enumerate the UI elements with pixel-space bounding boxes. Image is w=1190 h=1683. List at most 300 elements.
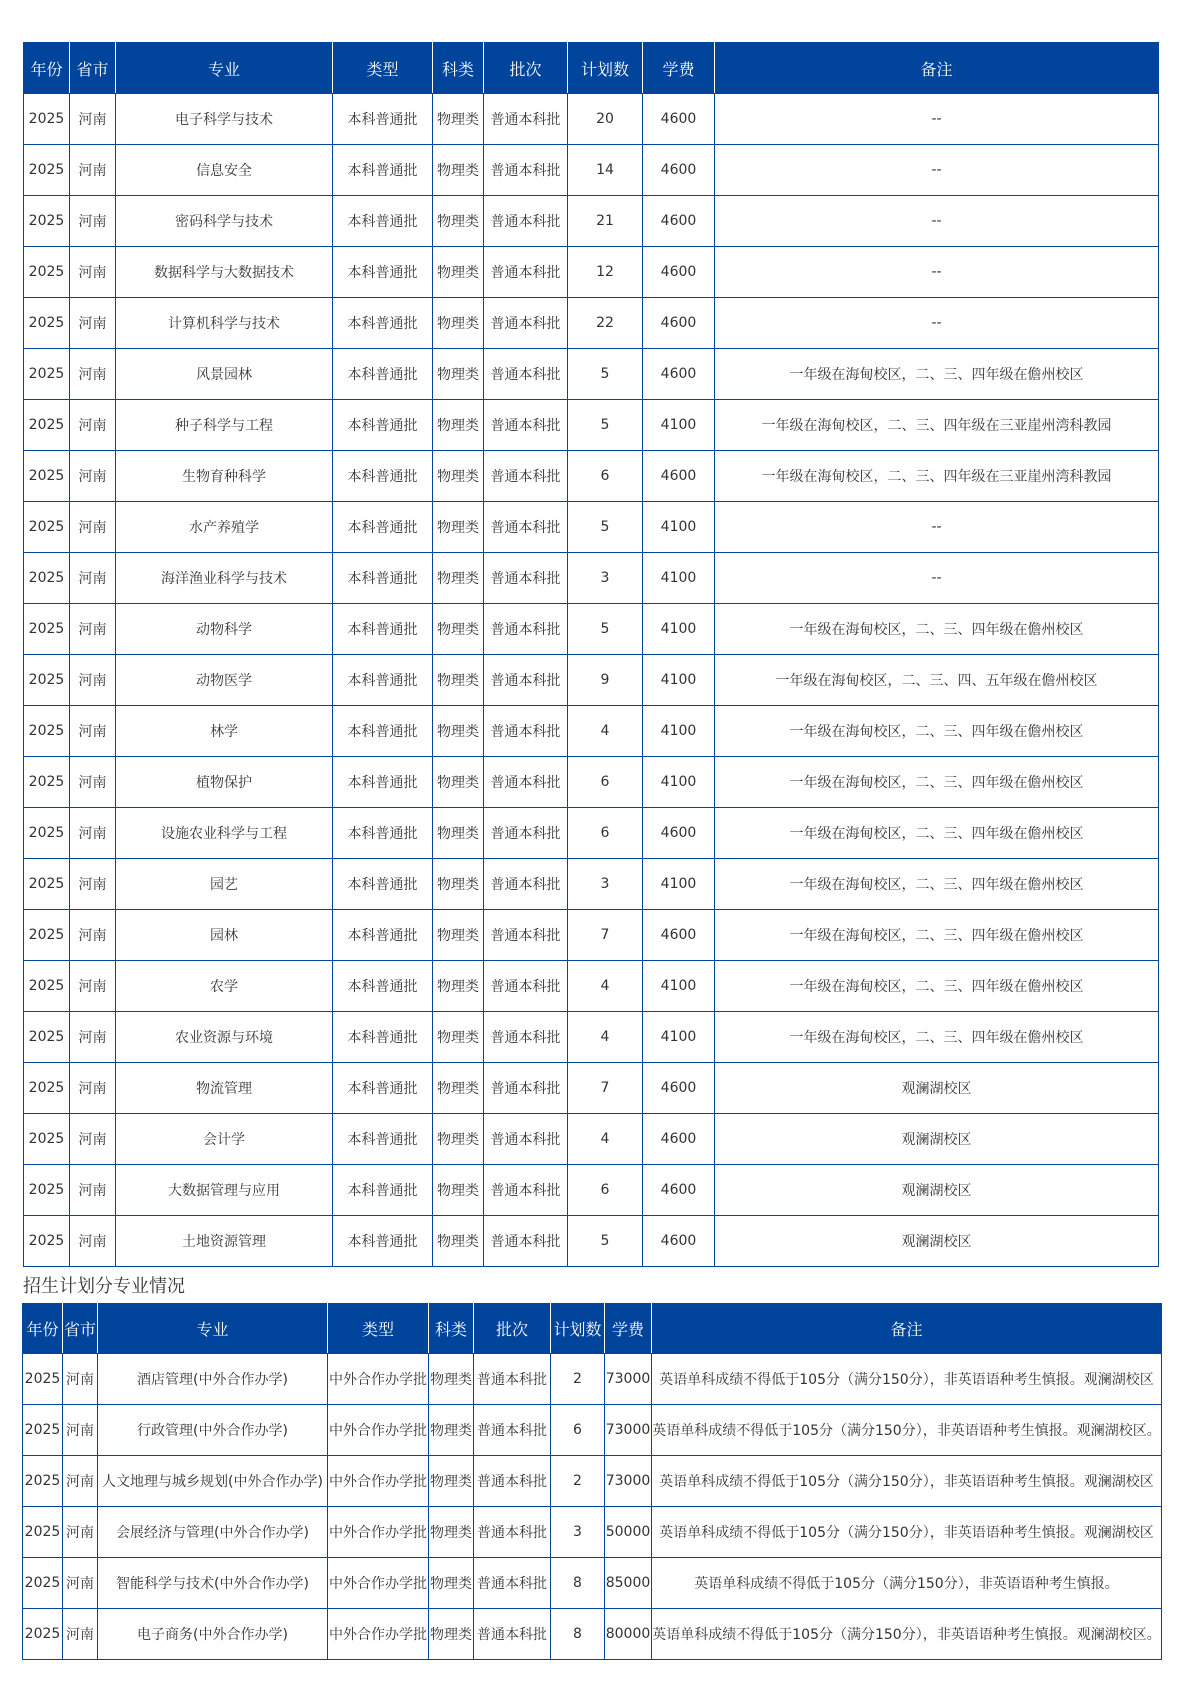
cell-batch: 普通本科批 [484, 1063, 568, 1114]
cell-notes: 一年级在海甸校区，二、三、四、五年级在儋州校区 [715, 655, 1159, 706]
cell-tuition: 4100 [643, 502, 715, 553]
cell-province: 河南 [63, 1456, 98, 1507]
cell-plan-count: 5 [568, 400, 643, 451]
cell-province: 河南 [70, 502, 116, 553]
cell-type: 中外合作办学批 [328, 1609, 429, 1660]
table-row [23, 1354, 1162, 1405]
cell-batch: 普通本科批 [474, 1558, 551, 1609]
cell-tuition: 4600 [643, 247, 715, 298]
cell-subject: 物理类 [433, 1063, 484, 1114]
cell-tuition: 4600 [643, 1216, 715, 1267]
cell-year: 2025 [24, 247, 70, 298]
cell-notes: 一年级在海甸校区，二、三、四年级在儋州校区 [715, 808, 1159, 859]
cell-major: 动物科学 [116, 604, 333, 655]
cell-province: 河南 [70, 859, 116, 910]
cell-type: 本科普通批 [333, 451, 433, 502]
cell-notes: 观澜湖校区 [715, 1063, 1159, 1114]
cell-notes: 观澜湖校区 [715, 1165, 1159, 1216]
cell-batch: 普通本科批 [474, 1507, 551, 1558]
cell-batch: 普通本科批 [484, 247, 568, 298]
cell-province: 河南 [70, 553, 116, 604]
cell-subject: 物理类 [433, 1216, 484, 1267]
cell-batch: 普通本科批 [484, 706, 568, 757]
cell-notes: -- [715, 553, 1159, 604]
cell-tuition: 4600 [643, 1114, 715, 1165]
cell-province: 河南 [70, 451, 116, 502]
table-row [24, 451, 1159, 502]
cell-province: 河南 [70, 400, 116, 451]
header-subject: 科类 [433, 43, 484, 94]
header-notes: 备注 [652, 1304, 1162, 1354]
header-tuition: 学费 [605, 1304, 652, 1354]
cell-year: 2025 [24, 1012, 70, 1063]
cell-subject: 物理类 [429, 1405, 474, 1456]
table-row [24, 1012, 1159, 1063]
cell-major: 计算机科学与技术 [116, 298, 333, 349]
cell-type: 本科普通批 [333, 145, 433, 196]
cell-major: 行政管理(中外合作办学) [98, 1405, 328, 1456]
table-body [23, 1354, 1162, 1660]
cell-notes: 英语单科成绩不得低于105分（满分150分），非英语语种考生慎报。观澜湖校区。 [652, 1609, 1162, 1660]
table-row [23, 1609, 1162, 1660]
cell-type: 本科普通批 [333, 808, 433, 859]
cell-tuition: 4100 [643, 961, 715, 1012]
cell-batch: 普通本科批 [484, 145, 568, 196]
cell-batch: 普通本科批 [484, 961, 568, 1012]
cell-notes: -- [715, 145, 1159, 196]
cell-subject: 物理类 [433, 757, 484, 808]
cell-batch: 普通本科批 [484, 1216, 568, 1267]
cell-batch: 普通本科批 [484, 451, 568, 502]
cell-plan-count: 3 [568, 859, 643, 910]
cell-type: 本科普通批 [333, 706, 433, 757]
cell-plan-count: 3 [568, 553, 643, 604]
header-major: 专业 [98, 1304, 328, 1354]
cell-batch: 普通本科批 [484, 655, 568, 706]
cell-notes: 观澜湖校区 [715, 1216, 1159, 1267]
cell-subject: 物理类 [433, 1114, 484, 1165]
cell-year: 2025 [24, 808, 70, 859]
header-subject: 科类 [429, 1304, 474, 1354]
header-batch: 批次 [474, 1304, 551, 1354]
cell-province: 河南 [70, 1114, 116, 1165]
table-row [23, 1507, 1162, 1558]
cell-type: 本科普通批 [333, 1114, 433, 1165]
cell-plan-count: 4 [568, 961, 643, 1012]
cell-type: 本科普通批 [333, 553, 433, 604]
cell-notes: 一年级在海甸校区，二、三、四年级在三亚崖州湾科教园 [715, 451, 1159, 502]
cell-type: 本科普通批 [333, 1216, 433, 1267]
cell-province: 河南 [70, 757, 116, 808]
cell-notes: 一年级在海甸校区，二、三、四年级在儋州校区 [715, 604, 1159, 655]
cell-plan-count: 22 [568, 298, 643, 349]
table-body [24, 94, 1159, 1267]
cell-year: 2025 [24, 298, 70, 349]
cell-province: 河南 [63, 1507, 98, 1558]
cell-year: 2025 [23, 1456, 63, 1507]
cell-batch: 普通本科批 [474, 1456, 551, 1507]
cell-plan-count: 6 [568, 451, 643, 502]
cell-major: 物流管理 [116, 1063, 333, 1114]
cell-subject: 物理类 [433, 655, 484, 706]
cell-type: 本科普通批 [333, 349, 433, 400]
cell-major: 密码科学与技术 [116, 196, 333, 247]
cell-year: 2025 [24, 1114, 70, 1165]
cell-subject: 物理类 [429, 1354, 474, 1405]
cell-notes: -- [715, 502, 1159, 553]
cell-notes: 英语单科成绩不得低于105分（满分150分），非英语语种考生慎报。观澜湖校区。 [652, 1405, 1162, 1456]
table-header-row [23, 1304, 1162, 1354]
cell-plan-count: 7 [568, 1063, 643, 1114]
cell-notes: -- [715, 196, 1159, 247]
header-province: 省市 [63, 1304, 98, 1354]
cell-plan-count: 12 [568, 247, 643, 298]
cell-major: 农学 [116, 961, 333, 1012]
cell-year: 2025 [24, 196, 70, 247]
cell-major: 智能科学与技术(中外合作办学) [98, 1558, 328, 1609]
cell-type: 本科普通批 [333, 910, 433, 961]
table-row [24, 1063, 1159, 1114]
cell-plan-count: 5 [568, 604, 643, 655]
cell-batch: 普通本科批 [484, 604, 568, 655]
cell-major: 风景园林 [116, 349, 333, 400]
cell-batch: 普通本科批 [484, 94, 568, 145]
cell-year: 2025 [24, 553, 70, 604]
cell-subject: 物理类 [433, 1012, 484, 1063]
cell-plan-count: 4 [568, 706, 643, 757]
cell-notes: 一年级在海甸校区，二、三、四年级在儋州校区 [715, 1012, 1159, 1063]
table-row [24, 604, 1159, 655]
cell-type: 本科普通批 [333, 94, 433, 145]
cell-tuition: 73000 [605, 1354, 652, 1405]
cell-subject: 物理类 [433, 604, 484, 655]
table-row [24, 706, 1159, 757]
cell-province: 河南 [70, 349, 116, 400]
enrollment-plan-table-2 [22, 1303, 1162, 1660]
cell-notes: -- [715, 247, 1159, 298]
table-row [24, 349, 1159, 400]
cell-type: 中外合作办学批 [328, 1405, 429, 1456]
cell-subject: 物理类 [433, 502, 484, 553]
cell-year: 2025 [24, 859, 70, 910]
cell-batch: 普通本科批 [484, 1012, 568, 1063]
cell-subject: 物理类 [433, 910, 484, 961]
cell-province: 河南 [63, 1609, 98, 1660]
cell-major: 电子商务(中外合作办学) [98, 1609, 328, 1660]
header-type: 类型 [328, 1304, 429, 1354]
cell-subject: 物理类 [429, 1609, 474, 1660]
cell-major: 水产养殖学 [116, 502, 333, 553]
table-row [24, 655, 1159, 706]
cell-tuition: 4100 [643, 400, 715, 451]
cell-year: 2025 [23, 1507, 63, 1558]
table-row [24, 910, 1159, 961]
cell-tuition: 73000 [605, 1405, 652, 1456]
cell-plan-count: 4 [568, 1012, 643, 1063]
cell-major: 林学 [116, 706, 333, 757]
cell-batch: 普通本科批 [484, 910, 568, 961]
cell-province: 河南 [70, 1063, 116, 1114]
cell-province: 河南 [70, 910, 116, 961]
cell-plan-count: 6 [568, 757, 643, 808]
cell-type: 中外合作办学批 [328, 1456, 429, 1507]
cell-year: 2025 [24, 502, 70, 553]
header-tuition: 学费 [643, 43, 715, 94]
cell-type: 本科普通批 [333, 859, 433, 910]
cell-notes: 一年级在海甸校区，二、三、四年级在儋州校区 [715, 349, 1159, 400]
cell-batch: 普通本科批 [484, 757, 568, 808]
header-year: 年份 [24, 43, 70, 94]
cell-subject: 物理类 [433, 94, 484, 145]
cell-tuition: 4600 [643, 910, 715, 961]
cell-major: 植物保护 [116, 757, 333, 808]
cell-notes: -- [715, 94, 1159, 145]
cell-subject: 物理类 [433, 961, 484, 1012]
cell-subject: 物理类 [433, 247, 484, 298]
cell-province: 河南 [63, 1354, 98, 1405]
cell-province: 河南 [70, 247, 116, 298]
cell-major: 种子科学与工程 [116, 400, 333, 451]
table-row [23, 1405, 1162, 1456]
cell-subject: 物理类 [429, 1558, 474, 1609]
cell-subject: 物理类 [433, 145, 484, 196]
cell-plan-count: 9 [568, 655, 643, 706]
cell-major: 园林 [116, 910, 333, 961]
cell-plan-count: 2 [551, 1354, 605, 1405]
cell-year: 2025 [24, 757, 70, 808]
cell-type: 本科普通批 [333, 1165, 433, 1216]
cell-year: 2025 [24, 400, 70, 451]
cell-major: 设施农业科学与工程 [116, 808, 333, 859]
cell-plan-count: 8 [551, 1558, 605, 1609]
header-major: 专业 [116, 43, 333, 94]
header-year: 年份 [23, 1304, 63, 1354]
table-row [24, 94, 1159, 145]
table-row [24, 1114, 1159, 1165]
cell-tuition: 4600 [643, 808, 715, 859]
cell-province: 河南 [70, 655, 116, 706]
cell-year: 2025 [24, 910, 70, 961]
cell-subject: 物理类 [433, 349, 484, 400]
cell-tuition: 4100 [643, 553, 715, 604]
cell-tuition: 80000 [605, 1609, 652, 1660]
cell-major: 生物育种科学 [116, 451, 333, 502]
cell-batch: 普通本科批 [484, 859, 568, 910]
cell-batch: 普通本科批 [474, 1609, 551, 1660]
cell-major: 会计学 [116, 1114, 333, 1165]
cell-province: 河南 [70, 1012, 116, 1063]
cell-subject: 物理类 [433, 706, 484, 757]
cell-tuition: 50000 [605, 1507, 652, 1558]
cell-batch: 普通本科批 [484, 1165, 568, 1216]
cell-tuition: 4600 [643, 298, 715, 349]
cell-type: 本科普通批 [333, 298, 433, 349]
cell-year: 2025 [23, 1609, 63, 1660]
cell-plan-count: 20 [568, 94, 643, 145]
cell-year: 2025 [23, 1405, 63, 1456]
cell-notes: 英语单科成绩不得低于105分（满分150分），非英语语种考生慎报。观澜湖校区 [652, 1354, 1162, 1405]
cell-province: 河南 [63, 1558, 98, 1609]
cell-tuition: 4100 [643, 757, 715, 808]
header-plan-count: 计划数 [568, 43, 643, 94]
cell-subject: 物理类 [429, 1456, 474, 1507]
cell-subject: 物理类 [433, 808, 484, 859]
cell-type: 本科普通批 [333, 757, 433, 808]
cell-tuition: 4600 [643, 451, 715, 502]
cell-province: 河南 [70, 706, 116, 757]
cell-tuition: 4100 [643, 655, 715, 706]
cell-tuition: 4600 [643, 196, 715, 247]
section-title: 招生计划分专业情况 [23, 1276, 185, 1297]
cell-type: 本科普通批 [333, 247, 433, 298]
cell-batch: 普通本科批 [484, 400, 568, 451]
cell-type: 本科普通批 [333, 1012, 433, 1063]
cell-year: 2025 [23, 1354, 63, 1405]
cell-notes: 英语单科成绩不得低于105分（满分150分），非英语语种考生慎报。观澜湖校区 [652, 1507, 1162, 1558]
cell-year: 2025 [24, 145, 70, 196]
table-row [24, 961, 1159, 1012]
cell-province: 河南 [70, 961, 116, 1012]
cell-plan-count: 4 [568, 1114, 643, 1165]
cell-subject: 物理类 [433, 553, 484, 604]
cell-province: 河南 [70, 808, 116, 859]
cell-notes: 一年级在海甸校区，二、三、四年级在儋州校区 [715, 757, 1159, 808]
cell-tuition: 4100 [643, 604, 715, 655]
cell-notes: 一年级在海甸校区，二、三、四年级在儋州校区 [715, 706, 1159, 757]
cell-tuition: 4100 [643, 1012, 715, 1063]
cell-major: 会展经济与管理(中外合作办学) [98, 1507, 328, 1558]
cell-major: 大数据管理与应用 [116, 1165, 333, 1216]
cell-year: 2025 [24, 349, 70, 400]
cell-plan-count: 7 [568, 910, 643, 961]
cell-province: 河南 [70, 145, 116, 196]
cell-province: 河南 [70, 196, 116, 247]
cell-tuition: 4600 [643, 94, 715, 145]
table-row [24, 1165, 1159, 1216]
cell-notes: 观澜湖校区 [715, 1114, 1159, 1165]
cell-notes: -- [715, 298, 1159, 349]
cell-subject: 物理类 [433, 1165, 484, 1216]
header-batch: 批次 [484, 43, 568, 94]
cell-type: 中外合作办学批 [328, 1354, 429, 1405]
table-row [24, 400, 1159, 451]
cell-batch: 普通本科批 [484, 502, 568, 553]
cell-notes: 英语单科成绩不得低于105分（满分150分），非英语语种考生慎报。 [652, 1558, 1162, 1609]
table-row [24, 859, 1159, 910]
cell-plan-count: 14 [568, 145, 643, 196]
enrollment-plan-table-1 [23, 42, 1159, 1267]
cell-year: 2025 [24, 706, 70, 757]
cell-major: 酒店管理(中外合作办学) [98, 1354, 328, 1405]
cell-subject: 物理类 [433, 298, 484, 349]
cell-year: 2025 [24, 1063, 70, 1114]
table-row [24, 1216, 1159, 1267]
cell-type: 本科普通批 [333, 502, 433, 553]
header-notes: 备注 [715, 43, 1159, 94]
header-province: 省市 [70, 43, 116, 94]
cell-year: 2025 [24, 94, 70, 145]
cell-batch: 普通本科批 [484, 808, 568, 859]
cell-plan-count: 5 [568, 349, 643, 400]
cell-type: 本科普通批 [333, 196, 433, 247]
cell-notes: 一年级在海甸校区，二、三、四年级在儋州校区 [715, 961, 1159, 1012]
cell-plan-count: 2 [551, 1456, 605, 1507]
cell-tuition: 85000 [605, 1558, 652, 1609]
cell-notes: 一年级在海甸校区，二、三、四年级在儋州校区 [715, 910, 1159, 961]
cell-year: 2025 [24, 451, 70, 502]
cell-tuition: 73000 [605, 1456, 652, 1507]
cell-major: 数据科学与大数据技术 [116, 247, 333, 298]
cell-plan-count: 5 [568, 502, 643, 553]
cell-tuition: 4600 [643, 1063, 715, 1114]
cell-type: 本科普通批 [333, 655, 433, 706]
cell-plan-count: 6 [551, 1405, 605, 1456]
cell-plan-count: 6 [568, 808, 643, 859]
cell-batch: 普通本科批 [484, 298, 568, 349]
cell-plan-count: 3 [551, 1507, 605, 1558]
cell-type: 本科普通批 [333, 400, 433, 451]
cell-subject: 物理类 [429, 1507, 474, 1558]
cell-subject: 物理类 [433, 400, 484, 451]
table-row [24, 553, 1159, 604]
cell-province: 河南 [70, 1165, 116, 1216]
table-header-row [24, 43, 1159, 94]
cell-type: 本科普通批 [333, 604, 433, 655]
cell-major: 海洋渔业科学与技术 [116, 553, 333, 604]
cell-year: 2025 [24, 1216, 70, 1267]
header-type: 类型 [333, 43, 433, 94]
cell-plan-count: 5 [568, 1216, 643, 1267]
table-row [23, 1558, 1162, 1609]
cell-batch: 普通本科批 [484, 196, 568, 247]
cell-subject: 物理类 [433, 451, 484, 502]
cell-subject: 物理类 [433, 196, 484, 247]
cell-major: 人文地理与城乡规划(中外合作办学) [98, 1456, 328, 1507]
cell-batch: 普通本科批 [474, 1405, 551, 1456]
cell-province: 河南 [70, 94, 116, 145]
table-row [24, 757, 1159, 808]
table-row [24, 247, 1159, 298]
cell-year: 2025 [23, 1558, 63, 1609]
cell-major: 园艺 [116, 859, 333, 910]
table-row [24, 502, 1159, 553]
cell-plan-count: 6 [568, 1165, 643, 1216]
cell-plan-count: 8 [551, 1609, 605, 1660]
cell-major: 土地资源管理 [116, 1216, 333, 1267]
cell-major: 动物医学 [116, 655, 333, 706]
cell-tuition: 4600 [643, 145, 715, 196]
cell-tuition: 4600 [643, 349, 715, 400]
table-row [24, 298, 1159, 349]
cell-province: 河南 [70, 298, 116, 349]
cell-batch: 普通本科批 [484, 349, 568, 400]
cell-type: 本科普通批 [333, 1063, 433, 1114]
cell-notes: 一年级在海甸校区，二、三、四年级在三亚崖州湾科教园 [715, 400, 1159, 451]
cell-province: 河南 [70, 604, 116, 655]
cell-year: 2025 [24, 655, 70, 706]
cell-batch: 普通本科批 [474, 1354, 551, 1405]
table-row [24, 145, 1159, 196]
cell-tuition: 4100 [643, 706, 715, 757]
cell-notes: 英语单科成绩不得低于105分（满分150分），非英语语种考生慎报。观澜湖校区 [652, 1456, 1162, 1507]
cell-subject: 物理类 [433, 859, 484, 910]
cell-year: 2025 [24, 1165, 70, 1216]
header-plan-count: 计划数 [551, 1304, 605, 1354]
table-row [24, 808, 1159, 859]
cell-tuition: 4600 [643, 1165, 715, 1216]
cell-year: 2025 [24, 604, 70, 655]
cell-province: 河南 [70, 1216, 116, 1267]
